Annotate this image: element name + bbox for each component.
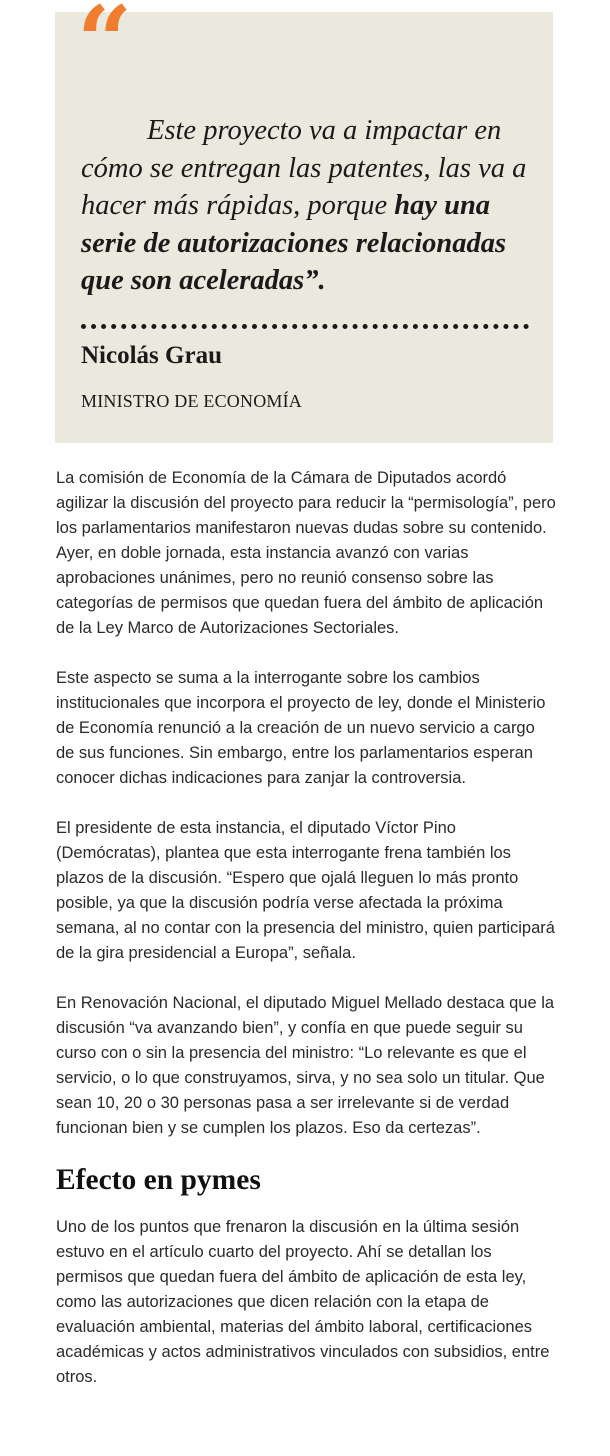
pull-quote-box [55, 0, 553, 443]
dotted-divider [81, 324, 529, 329]
article-paragraph: La comisión de Economía de la Cámara de Diputados acordó agilizar la discusión del proyecto para reducir la “permisología”, pero los parlamentarios manifestaron nuevas dudas sobre su contenido. Ayer, en doble jornada, esta instancia avanzó con varias aprobaciones unánimes, pero no reunió consenso sobre las categorías de permisos que quedan fuera del ámbito de aplicación de la Ley Marco de Autorizaciones Sectoriales. [56, 469, 556, 637]
article-paragraph: El presidente de esta instancia, el diputado Víctor Pino (Demócratas), plantea que esta interrogante frena también los plazos de la discusión. “Espero que ojalá lleguen lo más pronto posible, ya que la discusión podría verse afectada la próxima semana, al no contar con la presencia del ministro, quien participará de la gira presidencial a Europa”, señala. [56, 819, 555, 962]
quote-text-bold: hay una serie de autorizaciones relacionadas que son aceleradas”. [81, 190, 507, 296]
quote-author-role: MINISTRO DE ECONOMÍA [81, 391, 302, 411]
quote-text [81, 112, 541, 300]
quote-mark-icon: “ [77, 0, 133, 98]
article-paragraph: En Renovación Nacional, el diputado Miguel Mellado destaca que la discusión “va avanzando bien”, y confía en que puede seguir su curso con o sin la presencia del ministro: “Lo relevante es que el servicio, o lo que construyamos, sirva, y no sea solo un titular. Que sean 10, 20 o 30 personas pasa a ser irrelevante si de verdad funcionan bien y se cumplen los plazos. Eso da certezas”. [56, 994, 555, 1137]
quote-author: Nicolás Grau [81, 342, 222, 369]
article-paragraph: Uno de los puntos que frenaron la discusión en la última sesión estuvo en el artículo cuarto del proyecto. Ahí se detallan los permisos que quedan fuera del ámbito de aplicación de esta ley, como las autorizaciones que dicen relación con la etapa de evaluación ambiental, materias del ámbito laboral, certificaciones académicas y actos administrativos vinculados con subsidios, entre otros. [56, 1218, 550, 1386]
article-body [56, 466, 556, 1415]
quote-text-normal: Este proyecto va a impactar en cómo se entregan las patentes, las va a hacer más rápidas, porque [81, 115, 527, 221]
section-subheading: Efecto en pymes [56, 1164, 261, 1196]
article-paragraph: Este aspecto se suma a la interrogante sobre los cambios institucionales que incorpora el proyecto de ley, donde el Ministerio de Economía renunció a la creación de un nuevo servicio a cargo de sus funciones. Sin embargo, entre los parlamentarios esperan conocer dichas indicaciones para zanjar la controversia. [56, 669, 546, 787]
